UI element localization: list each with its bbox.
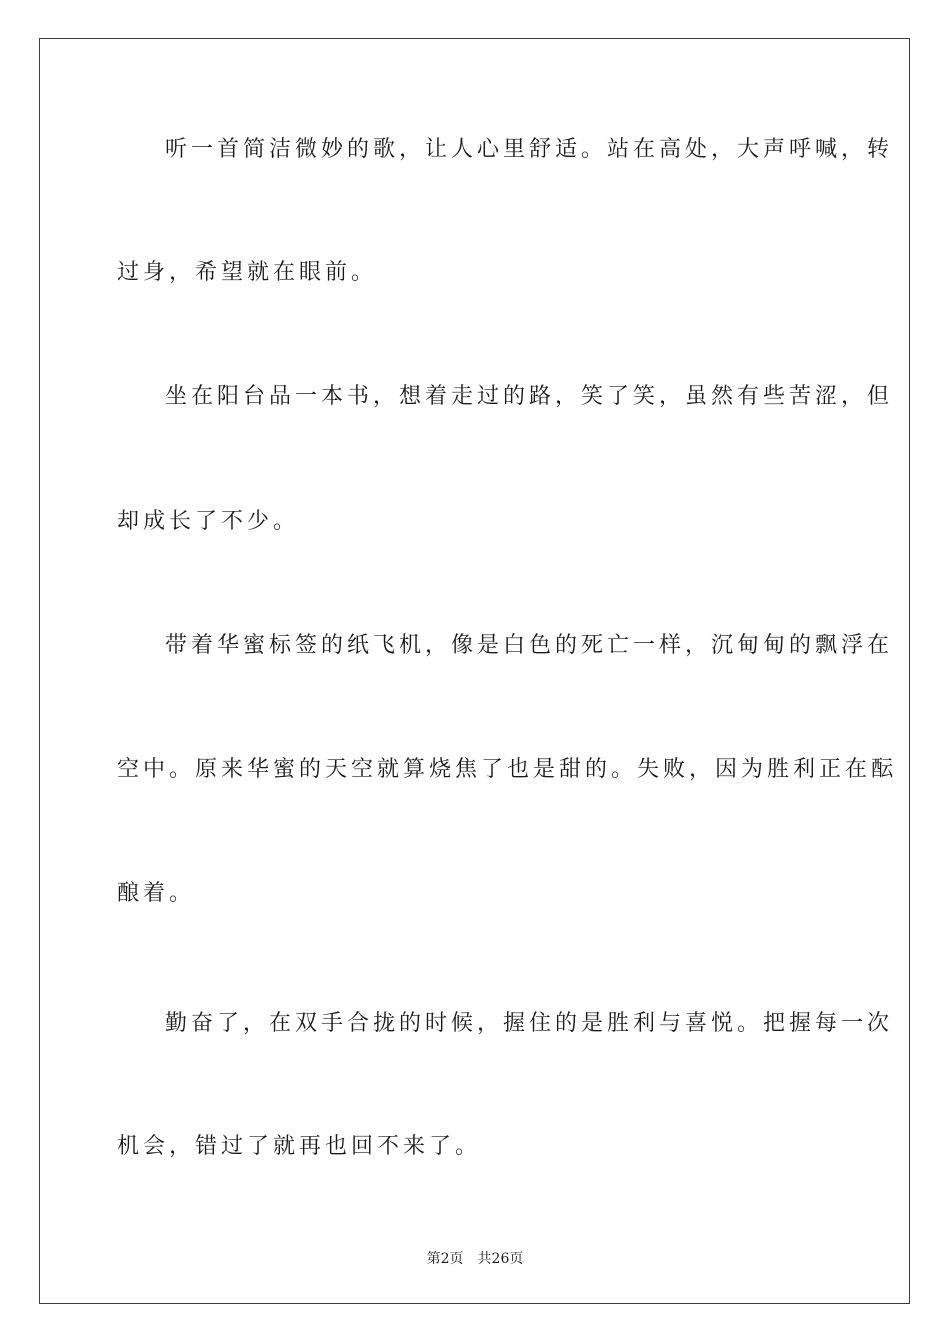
paragraph-3-line-2: 空中。原来华蜜的天空就算烧焦了也是甜的。失败，因为胜利正在酝 <box>117 757 898 782</box>
page-number: 第2页 <box>426 1251 464 1267</box>
paragraph-1-line-2: 过身，希望就在眼前。 <box>117 260 378 285</box>
total-pages: 共26页 <box>477 1251 524 1267</box>
paragraph-1-line-1: 听一首简洁微妙的歌，让人心里舒适。站在高处，大声呼喊，转 <box>165 137 894 162</box>
page-border <box>39 38 910 1304</box>
paragraph-4-line-1: 勤奋了，在双手合拢的时候，握住的是胜利与喜悦。把握每一次 <box>165 1011 894 1036</box>
paragraph-2-line-1: 坐在阳台品一本书，想着走过的路，笑了笑，虽然有些苦涩，但 <box>165 384 894 409</box>
page-footer <box>0 1248 950 1268</box>
paragraph-2-line-2: 却成长了不少。 <box>117 509 300 534</box>
paragraph-3-line-1: 带着华蜜标签的纸飞机，像是白色的死亡一样，沉甸甸的飘浮在 <box>165 633 894 658</box>
paragraph-4-line-2: 机会，错过了就再也回不来了。 <box>117 1134 482 1159</box>
paragraph-3-line-3: 酿着。 <box>117 881 196 906</box>
